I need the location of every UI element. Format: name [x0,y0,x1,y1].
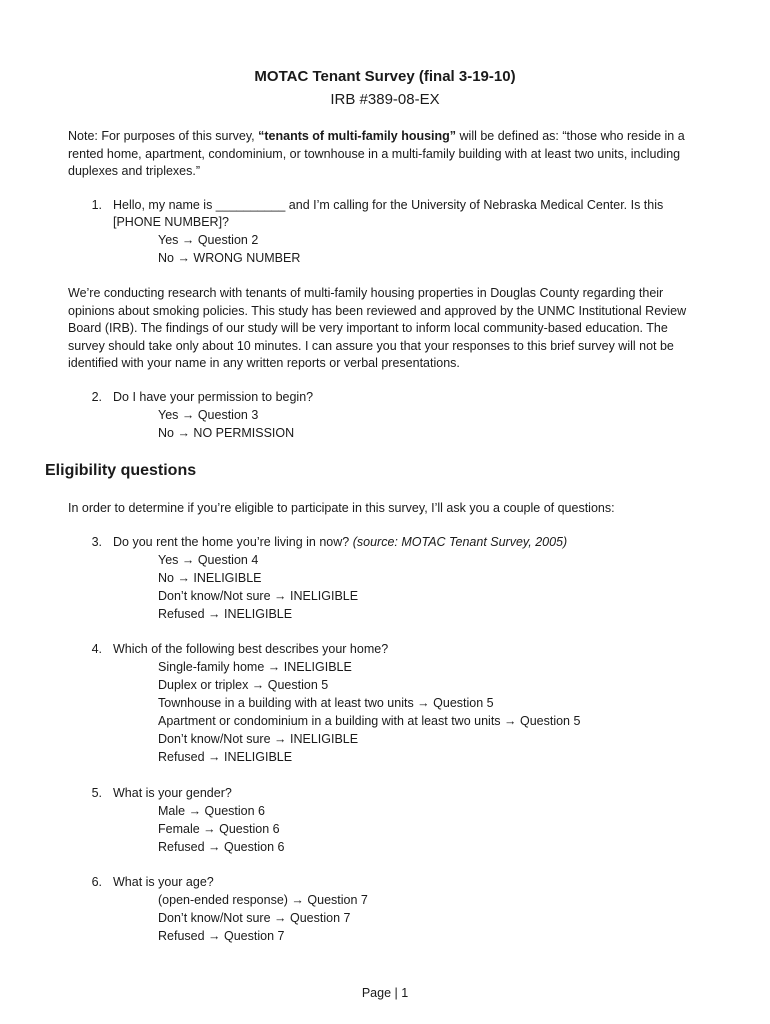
q4-option: Refused → INELIGIBLE [158,750,293,764]
q2-option: No → NO PERMISSION [158,426,295,440]
eligibility-intro: In order to determine if you’re eligible to participate in this survey, I’ll ask you a couple of questions: [68,501,615,515]
note-prefix: Note: For purposes of this survey, [68,129,259,143]
q6-number: 6. [91,875,102,889]
q1-text-line1: Hello, my name is __________ and I’m calling for the University of Nebraska Medical Center. Is this [113,198,664,212]
document-subtitle: IRB #389-08-EX [330,91,440,108]
q5-text: What is your gender? [113,786,232,800]
q6-option: Don’t know/Not sure → Question 7 [158,911,351,925]
q4-option: Apartment or condominium in a building with at least two units → Question 5 [158,714,581,728]
document-title: MOTAC Tenant Survey (final 3-19-10) [254,68,516,85]
q6-text: What is your age? [113,875,214,889]
q3-option: No → INELIGIBLE [158,571,262,585]
q5-number: 5. [91,786,102,800]
q1-number: 1. [91,198,102,212]
definition-note [68,128,708,181]
q3-source: (source: MOTAC Tenant Survey, 2005) [352,535,568,549]
q6-option: (open-ended response) → Question 7 [158,893,368,907]
q4-option: Single-family home → INELIGIBLE [158,660,352,674]
q6-option: Refused → Question 7 [158,929,285,943]
q3-option: Yes → Question 4 [158,553,259,567]
q1-option: Yes → Question 2 [158,233,259,247]
page-number: Page | 1 [361,986,409,1000]
q3-text [113,534,693,552]
q3-question: Do you rent the home you’re living in now? [113,535,353,549]
q1-text-line2: [PHONE NUMBER]? [113,215,229,229]
q5-option: Female → Question 6 [158,822,280,836]
q2-text: Do I have your permission to begin? [113,390,314,404]
q2-option: Yes → Question 3 [158,408,259,422]
q1-option: No → WRONG NUMBER [158,251,301,265]
q4-option: Townhouse in a building with at least two units → Question 5 [158,696,494,710]
eligibility-heading: Eligibility questions [45,462,197,479]
q4-text: Which of the following best describes your home? [113,642,389,656]
q5-option: Refused → Question 6 [158,840,285,854]
q4-option: Duplex or triplex → Question 5 [158,678,329,692]
q2-number: 2. [91,390,102,404]
note-bold-term: “tenants of multi-family housing” [258,129,457,143]
q3-number: 3. [91,535,102,549]
q3-option: Don’t know/Not sure → INELIGIBLE [158,589,359,603]
q4-option: Don’t know/Not sure → INELIGIBLE [158,732,359,746]
intro-paragraph: We’re conducting research with tenants of multi-family housing properties in Douglas County regarding their opinions about smoking policies. This study has been reviewed and approved by the UNMC Institutional Review Board (IRB). The findings of our study will be very important to inform local community-based education. The survey should take only about 10 minutes. I can assure you that your responses to this brief survey will not be identified with your name in any written reports or verbal presentations. [68,286,687,370]
q5-option: Male → Question 6 [158,804,265,818]
q3-option: Refused → INELIGIBLE [158,607,293,621]
note-suffix: will be defined as: “those who reside in a rented home, apartment, condominium, or townhouse in a multi-family building with at least two units, including duplexes and triplexes.” [68,129,685,178]
q4-number: 4. [91,642,102,656]
